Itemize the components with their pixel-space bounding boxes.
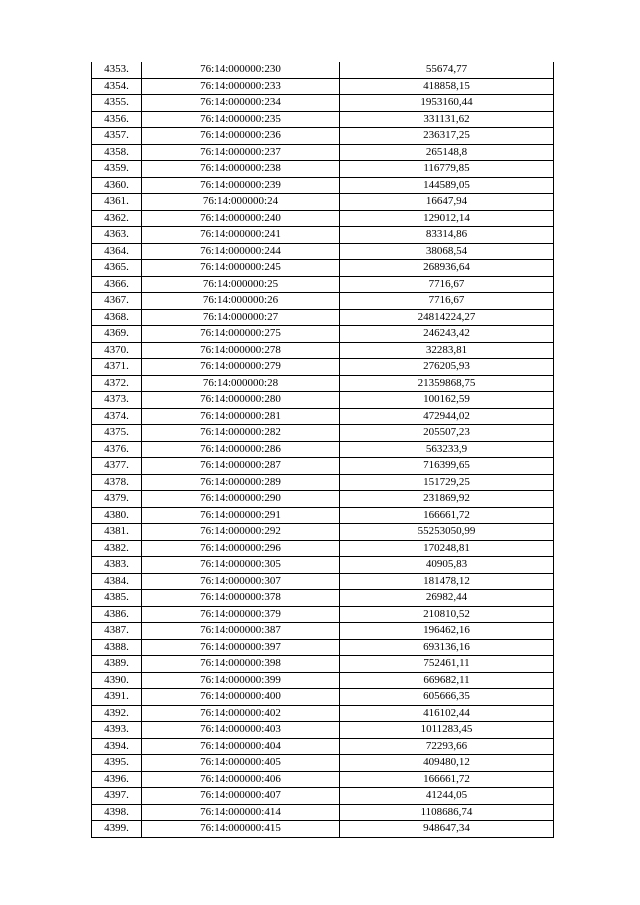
row-number-cell: 4373. (92, 392, 142, 409)
cadastral-number-cell: 76:14:000000:278 (142, 342, 340, 359)
cadastral-value-cell: 605666,35 (340, 689, 554, 706)
table-row (92, 95, 554, 112)
table-row (92, 78, 554, 95)
cadastral-value-cell: 693136,16 (340, 639, 554, 656)
row-number-cell: 4367. (92, 293, 142, 310)
table-row (92, 276, 554, 293)
cadastral-value-cell: 7716,67 (340, 276, 554, 293)
cadastral-number-cell: 76:14:000000:235 (142, 111, 340, 128)
cadastral-number-cell: 76:14:000000:407 (142, 788, 340, 805)
table-row (92, 194, 554, 211)
table-row (92, 326, 554, 343)
cadastral-number-cell: 76:14:000000:290 (142, 491, 340, 508)
table-row (92, 161, 554, 178)
row-number-cell: 4365. (92, 260, 142, 277)
row-number-cell: 4374. (92, 408, 142, 425)
cadastral-number-cell: 76:14:000000:28 (142, 375, 340, 392)
row-number-cell: 4381. (92, 524, 142, 541)
cadastral-value-cell: 166661,72 (340, 507, 554, 524)
table-row (92, 722, 554, 739)
cadastral-value-cell: 72293,66 (340, 738, 554, 755)
row-number-cell: 4372. (92, 375, 142, 392)
row-number-cell: 4395. (92, 755, 142, 772)
row-number-cell: 4398. (92, 804, 142, 821)
row-number-cell: 4386. (92, 606, 142, 623)
table-row (92, 738, 554, 755)
row-number-cell: 4375. (92, 425, 142, 442)
cadastral-number-cell: 76:14:000000:414 (142, 804, 340, 821)
row-number-cell: 4378. (92, 474, 142, 491)
table-row (92, 144, 554, 161)
cadastral-number-cell: 76:14:000000:291 (142, 507, 340, 524)
row-number-cell: 4389. (92, 656, 142, 673)
cadastral-number-cell: 76:14:000000:245 (142, 260, 340, 277)
cadastral-value-cell: 716399,65 (340, 458, 554, 475)
table-row (92, 227, 554, 244)
row-number-cell: 4380. (92, 507, 142, 524)
row-number-cell: 4392. (92, 705, 142, 722)
cadastral-number-cell: 76:14:000000:415 (142, 821, 340, 838)
cadastral-number-cell: 76:14:000000:402 (142, 705, 340, 722)
row-number-cell: 4399. (92, 821, 142, 838)
cadastral-value-cell: 41244,05 (340, 788, 554, 805)
cadastral-value-cell: 1108686,74 (340, 804, 554, 821)
table-row (92, 639, 554, 656)
cadastral-value-cell: 116779,85 (340, 161, 554, 178)
table-row (92, 392, 554, 409)
cadastral-number-cell: 76:14:000000:244 (142, 243, 340, 260)
table-row (92, 507, 554, 524)
table-row (92, 491, 554, 508)
table-row (92, 458, 554, 475)
cadastral-value-cell: 7716,67 (340, 293, 554, 310)
cadastral-number-cell: 76:14:000000:230 (142, 62, 340, 78)
cadastral-number-cell: 76:14:000000:379 (142, 606, 340, 623)
row-number-cell: 4390. (92, 672, 142, 689)
cadastral-value-cell: 83314,86 (340, 227, 554, 244)
cadastral-number-cell: 76:14:000000:240 (142, 210, 340, 227)
cadastral-value-cell: 268936,64 (340, 260, 554, 277)
table-row (92, 210, 554, 227)
cadastral-value-cell: 144589,05 (340, 177, 554, 194)
table-row (92, 474, 554, 491)
row-number-cell: 4371. (92, 359, 142, 376)
table-row (92, 111, 554, 128)
cadastral-number-cell: 76:14:000000:398 (142, 656, 340, 673)
table-row (92, 425, 554, 442)
row-number-cell: 4385. (92, 590, 142, 607)
table-row (92, 359, 554, 376)
cadastral-value-cell: 170248,81 (340, 540, 554, 557)
cadastral-number-cell: 76:14:000000:279 (142, 359, 340, 376)
cadastral-number-cell: 76:14:000000:387 (142, 623, 340, 640)
table-row (92, 557, 554, 574)
cadastral-value-cell: 418858,15 (340, 78, 554, 95)
cadastral-value-cell: 24814224,27 (340, 309, 554, 326)
cadastral-value-cell: 276205,93 (340, 359, 554, 376)
table-row (92, 788, 554, 805)
cadastral-number-cell: 76:14:000000:400 (142, 689, 340, 706)
cadastral-number-cell: 76:14:000000:403 (142, 722, 340, 739)
cadastral-number-cell: 76:14:000000:27 (142, 309, 340, 326)
cadastral-value-cell: 205507,23 (340, 425, 554, 442)
table-row (92, 821, 554, 838)
table-row (92, 623, 554, 640)
table-row (92, 309, 554, 326)
cadastral-value-cell: 409480,12 (340, 755, 554, 772)
cadastral-number-cell: 76:14:000000:234 (142, 95, 340, 112)
cadastral-value-cell: 55674,77 (340, 62, 554, 78)
cadastral-value-cell: 40905,83 (340, 557, 554, 574)
cadastral-value-cell: 55253050,99 (340, 524, 554, 541)
cadastral-number-cell: 76:14:000000:397 (142, 639, 340, 656)
table-row (92, 656, 554, 673)
cadastral-value-cell: 181478,12 (340, 573, 554, 590)
row-number-cell: 4358. (92, 144, 142, 161)
cadastral-value-cell: 948647,34 (340, 821, 554, 838)
cadastral-number-cell: 76:14:000000:404 (142, 738, 340, 755)
row-number-cell: 4387. (92, 623, 142, 640)
row-number-cell: 4360. (92, 177, 142, 194)
table-row (92, 243, 554, 260)
cadastral-value-cell: 21359868,75 (340, 375, 554, 392)
cadastral-value-cell: 196462,16 (340, 623, 554, 640)
table-row (92, 705, 554, 722)
cadastral-number-cell: 76:14:000000:25 (142, 276, 340, 293)
cadastral-number-cell: 76:14:000000:237 (142, 144, 340, 161)
row-number-cell: 4369. (92, 326, 142, 343)
table-row (92, 441, 554, 458)
row-number-cell: 4361. (92, 194, 142, 211)
cadastral-value-cell: 32283,81 (340, 342, 554, 359)
cadastral-value-cell: 100162,59 (340, 392, 554, 409)
cadastral-number-cell: 76:14:000000:406 (142, 771, 340, 788)
cadastral-number-cell: 76:14:000000:236 (142, 128, 340, 145)
row-number-cell: 4396. (92, 771, 142, 788)
row-number-cell: 4356. (92, 111, 142, 128)
row-number-cell: 4397. (92, 788, 142, 805)
table-row (92, 342, 554, 359)
row-number-cell: 4363. (92, 227, 142, 244)
cadastral-number-cell: 76:14:000000:287 (142, 458, 340, 475)
row-number-cell: 4364. (92, 243, 142, 260)
cadastral-number-cell: 76:14:000000:281 (142, 408, 340, 425)
cadastral-value-cell: 166661,72 (340, 771, 554, 788)
cadastral-number-cell: 76:14:000000:282 (142, 425, 340, 442)
row-number-cell: 4359. (92, 161, 142, 178)
cadastral-number-cell: 76:14:000000:238 (142, 161, 340, 178)
row-number-cell: 4377. (92, 458, 142, 475)
cadastral-number-cell: 76:14:000000:405 (142, 755, 340, 772)
table-row (92, 293, 554, 310)
table-row (92, 606, 554, 623)
row-number-cell: 4357. (92, 128, 142, 145)
cadastral-number-cell: 76:14:000000:26 (142, 293, 340, 310)
row-number-cell: 4376. (92, 441, 142, 458)
cadastral-value-cell: 752461,11 (340, 656, 554, 673)
cadastral-number-cell: 76:14:000000:292 (142, 524, 340, 541)
row-number-cell: 4391. (92, 689, 142, 706)
row-number-cell: 4383. (92, 557, 142, 574)
cadastral-value-cell: 331131,62 (340, 111, 554, 128)
row-number-cell: 4368. (92, 309, 142, 326)
table-row (92, 689, 554, 706)
row-number-cell: 4366. (92, 276, 142, 293)
row-number-cell: 4393. (92, 722, 142, 739)
table-row (92, 524, 554, 541)
cadastral-value-cell: 472944,02 (340, 408, 554, 425)
table-row (92, 573, 554, 590)
cadastral-number-cell: 76:14:000000:24 (142, 194, 340, 211)
table-row (92, 177, 554, 194)
table-row (92, 408, 554, 425)
cadastral-value-cell: 563233,9 (340, 441, 554, 458)
cadastral-value-cell: 1953160,44 (340, 95, 554, 112)
table-row (92, 672, 554, 689)
cadastral-number-cell: 76:14:000000:241 (142, 227, 340, 244)
row-number-cell: 4362. (92, 210, 142, 227)
cadastral-value-cell: 265148,8 (340, 144, 554, 161)
cadastral-value-table (91, 62, 554, 838)
cadastral-value-cell: 1011283,45 (340, 722, 554, 739)
table-row (92, 375, 554, 392)
cadastral-number-cell: 76:14:000000:233 (142, 78, 340, 95)
row-number-cell: 4355. (92, 95, 142, 112)
cadastral-value-cell: 26982,44 (340, 590, 554, 607)
cadastral-value-cell: 129012,14 (340, 210, 554, 227)
row-number-cell: 4379. (92, 491, 142, 508)
cadastral-number-cell: 76:14:000000:239 (142, 177, 340, 194)
cadastral-value-cell: 231869,92 (340, 491, 554, 508)
cadastral-number-cell: 76:14:000000:275 (142, 326, 340, 343)
row-number-cell: 4353. (92, 62, 142, 78)
table-body (92, 62, 554, 837)
table-row (92, 62, 554, 78)
cadastral-number-cell: 76:14:000000:399 (142, 672, 340, 689)
table-row (92, 260, 554, 277)
cadastral-value-cell: 669682,11 (340, 672, 554, 689)
cadastral-number-cell: 76:14:000000:286 (142, 441, 340, 458)
table-row (92, 540, 554, 557)
cadastral-value-cell: 38068,54 (340, 243, 554, 260)
table-row (92, 771, 554, 788)
cadastral-value-cell: 210810,52 (340, 606, 554, 623)
cadastral-value-cell: 151729,25 (340, 474, 554, 491)
cadastral-number-cell: 76:14:000000:305 (142, 557, 340, 574)
cadastral-value-cell: 246243,42 (340, 326, 554, 343)
cadastral-value-cell: 236317,25 (340, 128, 554, 145)
cadastral-number-cell: 76:14:000000:378 (142, 590, 340, 607)
row-number-cell: 4354. (92, 78, 142, 95)
row-number-cell: 4382. (92, 540, 142, 557)
cadastral-number-cell: 76:14:000000:280 (142, 392, 340, 409)
cadastral-number-cell: 76:14:000000:289 (142, 474, 340, 491)
row-number-cell: 4394. (92, 738, 142, 755)
cadastral-value-cell: 16647,94 (340, 194, 554, 211)
row-number-cell: 4384. (92, 573, 142, 590)
table-row (92, 804, 554, 821)
row-number-cell: 4370. (92, 342, 142, 359)
row-number-cell: 4388. (92, 639, 142, 656)
table-row (92, 755, 554, 772)
cadastral-number-cell: 76:14:000000:307 (142, 573, 340, 590)
table-row (92, 128, 554, 145)
cadastral-number-cell: 76:14:000000:296 (142, 540, 340, 557)
table-row (92, 590, 554, 607)
cadastral-value-cell: 416102,44 (340, 705, 554, 722)
